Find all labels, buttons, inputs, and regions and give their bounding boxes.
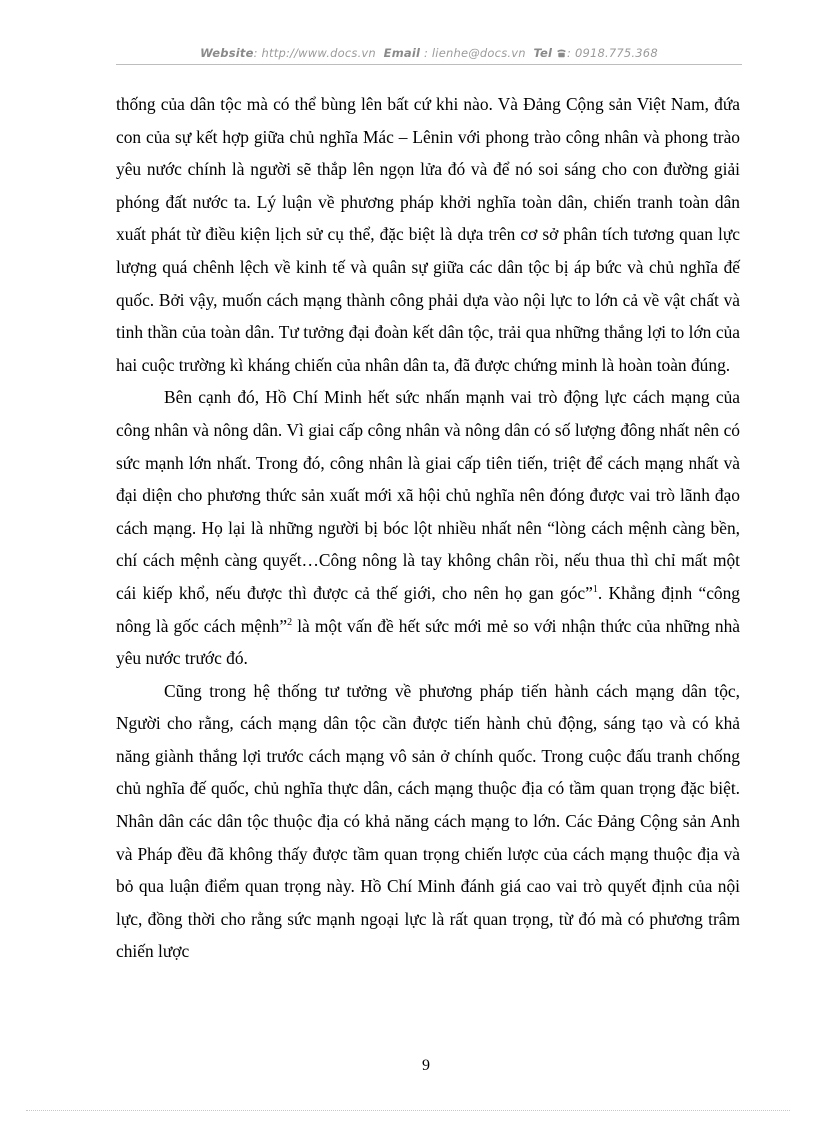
email-value: : lienhe@docs.vn — [423, 46, 526, 60]
phone-icon — [556, 46, 567, 60]
footnote-ref-1[interactable]: 1 — [592, 584, 598, 596]
page-number: 9 — [422, 1057, 430, 1074]
website-label: Website — [200, 46, 254, 60]
footnote-ref-2[interactable]: 2 — [287, 616, 293, 628]
website-value: : http://www.docs.vn — [253, 46, 376, 60]
paragraph-2-text-a: Bên cạnh đó, Hồ Chí Minh hết sức nhấn mạnh vai trò động lực cách mạng của công nhân và nông dân. Vì giai cấp công nhân và nông dân có số lượng đông nhất nên có sức mạnh lớn nhất. Trong đó, công nhân là giai cấp tiên tiến, triệt để cách mạng nhất và đại diện cho phương thức sản xuất mới xã hội chủ nghĩa nên đóng được vai trò lãnh đạo cách mạng. Họ lại là những người bị bóc lột nhiều nhất nên “lòng cách mệnh càng bền, chí cách mệnh càng quyết…Công nông là tay không chân rồi, nếu thua thì chỉ mất một cái kiếp khổ, nếu được thì được cả thế giới, cho nên họ gan góc” — [116, 387, 740, 603]
header-divider — [116, 64, 742, 65]
paragraph-3: Cũng trong hệ thống tư tưởng về phương pháp tiến hành cách mạng dân tộc, Người cho rằng, cách mạng dân tộc cần được tiến hành chủ động, sáng tạo và có khả năng giành thắng lợi trước cách mạng vô sản ở chính quốc. Trong cuộc đấu tranh chống chủ nghĩa đế quốc, chủ nghĩa thực dân, cách mạng thuộc địa có tầm quan trọng đặc biệt. Nhân dân các dân tộc thuộc địa có khả năng cách mạng to lớn. Các Đảng Cộng sản Anh và Pháp đều đã không thấy được tầm quan trọng chiến lược của cách mạng thuộc địa và bỏ qua luận điểm quan trọng này. Hồ Chí Minh đánh giá cao vai trò quyết định của nội lực, đồng thời cho rằng sức mạnh ngoại lực là rất quan trọng, từ đó mà có phương trâm chiến lược — [116, 680, 740, 962]
document-body — [116, 88, 740, 968]
tel-value: : 0918.775.368 — [567, 46, 658, 60]
footer-divider — [26, 1110, 790, 1111]
tel-label: Tel — [533, 46, 553, 60]
paragraph-2 — [116, 381, 740, 674]
page-header — [116, 46, 742, 60]
email-label: Email — [383, 46, 421, 60]
paragraph-1: thống của dân tộc mà có thể bùng lên bất cứ khi nào. Và Đảng Cộng sản Việt Nam, đứa con của sự kết hợp giữa chủ nghĩa Mác – Lênin với phong trào công nhân và phong trào yêu nước chính là người sẽ thắp lên ngọn lửa đó và để nó soi sáng cho con đường giải phóng đất nước ta. Lý luận về phương pháp khởi nghĩa toàn dân, chiến tranh toàn dân xuất phát từ điều kiện lịch sử cụ thể, đặc biệt là dựa trên cơ sở phân tích tương quan lực lượng quá chênh lệch về kinh tế và quân sự giữa các dân tộc bị áp bức và chủ nghĩa đế quốc. Bởi vậy, muốn cách mạng thành công phải dựa vào nội lực to lớn cả về vật chất và tinh thần của toàn dân. Tư tưởng đại đoàn kết dân tộc, trải qua những thắng lợi to lớn của hai cuộc trường kì kháng chiến của nhân dân ta, đã được chứng minh là hoàn toàn đúng. — [116, 94, 740, 375]
paragraph-2-text-c: là một vấn đề hết sức mới mẻ so với nhận thức của những nhà yêu nước trước đó. — [116, 615, 740, 669]
paragraph-2-text-b: . Khẳng định “công nông là gốc cách mệnh” — [116, 582, 741, 636]
